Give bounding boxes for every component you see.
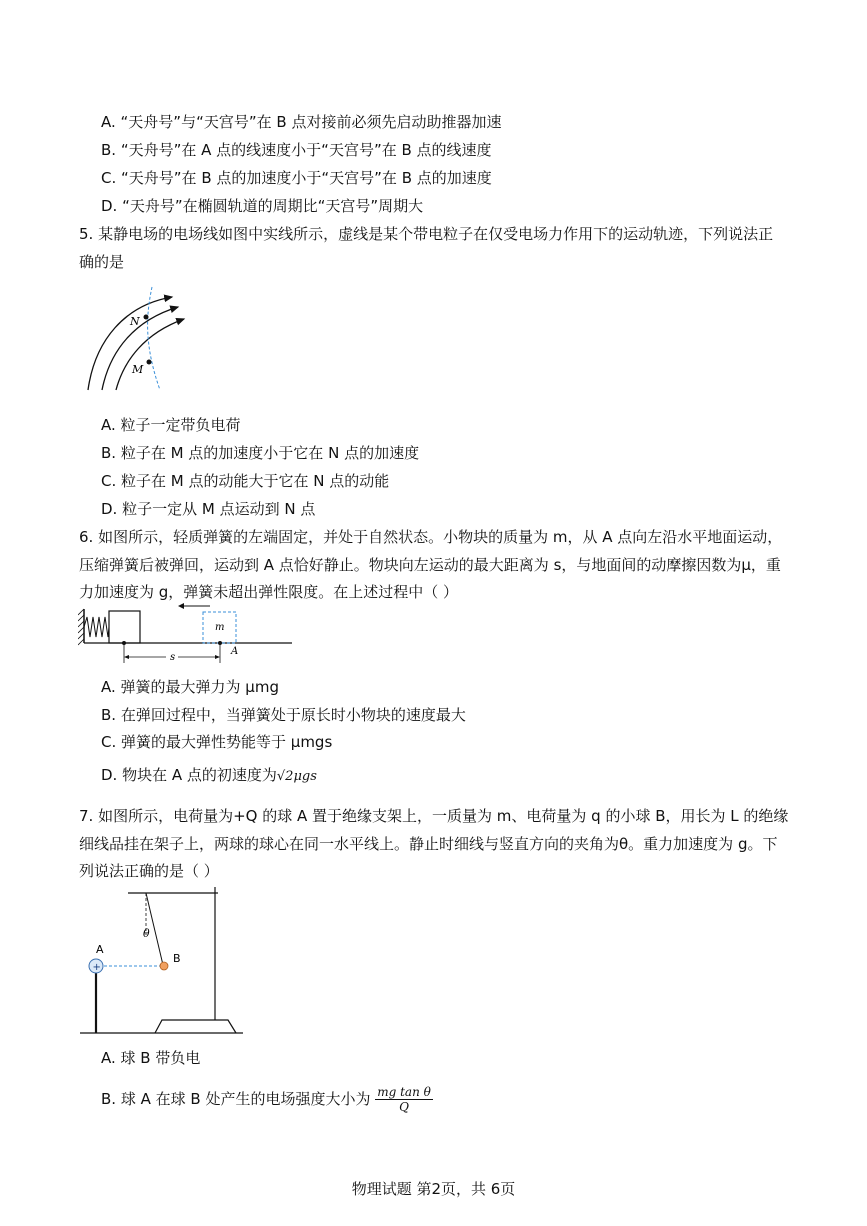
q6-option-d-text: D. 物块在 A 点的初速度为 bbox=[101, 766, 277, 784]
label-m: M bbox=[132, 363, 144, 376]
fraction-numerator: mg tan θ bbox=[377, 1085, 431, 1099]
label-a: A bbox=[231, 646, 239, 657]
field-line-1 bbox=[88, 297, 172, 390]
q7-stem-line1: 7. 如图所示，电荷量为+Q 的球 A 置于绝缘支架上，一质量为 m、电荷量为 q 的小球 B，用长为 L 的绝缘 bbox=[79, 807, 789, 825]
label-theta: θ bbox=[143, 927, 150, 940]
q6-option-d-math: √2μgs bbox=[276, 769, 317, 784]
q4-option-d: D. “天舟号”在椭圆轨道的周期比“天宫号”周期大 bbox=[101, 197, 424, 215]
label-s: s bbox=[170, 652, 176, 663]
field-line-3 bbox=[116, 319, 184, 390]
q5-option-a: A. 粒子一定带负电荷 bbox=[101, 416, 241, 434]
q5-option-c: C. 粒子在 M 点的动能大于它在 N 点的动能 bbox=[101, 472, 390, 490]
q6-stem-line3: 力加速度为 g，弹簧未超出弹性限度。在上述过程中（ ） bbox=[79, 583, 459, 601]
point-n-dot bbox=[144, 315, 149, 320]
label-a: A bbox=[96, 943, 104, 956]
fraction-denominator: Q bbox=[399, 1100, 409, 1114]
label-m: m bbox=[215, 622, 225, 633]
q7-option-b-text: B. 球 A 在球 B 处产生的电场强度大小为 bbox=[101, 1090, 371, 1108]
q7-option-a: A. 球 B 带负电 bbox=[101, 1049, 201, 1067]
block bbox=[109, 611, 140, 643]
q5-stem-line1: 5. 某静电场的电场线如图中实线所示，虚线是某个带电粒子在仅受电场力作用下的运动轨迹，下列说法正 bbox=[79, 225, 774, 243]
q4-option-b: B. “天舟号”在 A 点的线速度小于“天宫号”在 B 点的线速度 bbox=[101, 141, 492, 159]
q6-stem-line1: 6. 如图所示，轻质弹簧的左端固定，并处于自然状态。小物块的质量为 m，从 A 点向左沿水平地面运动， bbox=[79, 528, 783, 546]
label-b: B bbox=[173, 952, 181, 965]
point-m-dot bbox=[147, 360, 152, 365]
q6-option-c: C. 弹簧的最大弹性势能等于 μmgs bbox=[101, 733, 333, 751]
q7-option-b-fraction bbox=[375, 1085, 433, 1114]
q7-option-b bbox=[101, 1080, 433, 1118]
q5-option-d: D. 粒子一定从 M 点运动到 N 点 bbox=[101, 500, 316, 518]
plus-sign: + bbox=[92, 962, 101, 973]
charged-spheres-diagram bbox=[78, 885, 248, 1037]
q5-stem-line2: 确的是 bbox=[79, 253, 125, 271]
page-footer: 物理试题 第2页，共 6页 bbox=[351, 1180, 516, 1198]
q6-option-b: B. 在弹回过程中，当弹簧处于原长时小物块的速度最大 bbox=[101, 706, 466, 724]
q4-option-c: C. “天舟号”在 B 点的加速度小于“天宫号”在 B 点的加速度 bbox=[101, 169, 492, 187]
spring bbox=[84, 617, 109, 637]
sphere-b bbox=[160, 962, 168, 970]
q6-stem-line2: 压缩弹簧后被弹回，运动到 A 点恰好静止。物块向左运动的最大距离为 s，与地面间的动摩擦因数为μ，重 bbox=[79, 556, 781, 574]
q4-option-a: A. “天舟号”与“天宫号”在 B 点对接前必须先启动助推器加速 bbox=[101, 113, 502, 131]
electric-field-diagram bbox=[80, 285, 200, 395]
spring-block-diagram bbox=[78, 603, 298, 665]
frame-base bbox=[155, 1020, 236, 1033]
q6-option-d bbox=[101, 765, 317, 787]
q7-stem-line2: 细线品挂在架子上，两球的球心在同一水平线上。静止时细线与竖直方向的夹角为θ。重力加速度为 g。下 bbox=[79, 835, 778, 853]
q7-stem-line3: 列说法正确的是（ ） bbox=[79, 862, 219, 880]
q6-option-a: A. 弹簧的最大弹力为 μmg bbox=[101, 678, 279, 696]
q5-option-b: B. 粒子在 M 点的加速度小于它在 N 点的加速度 bbox=[101, 444, 420, 462]
label-n: N bbox=[130, 315, 140, 328]
field-line-2 bbox=[102, 307, 178, 390]
